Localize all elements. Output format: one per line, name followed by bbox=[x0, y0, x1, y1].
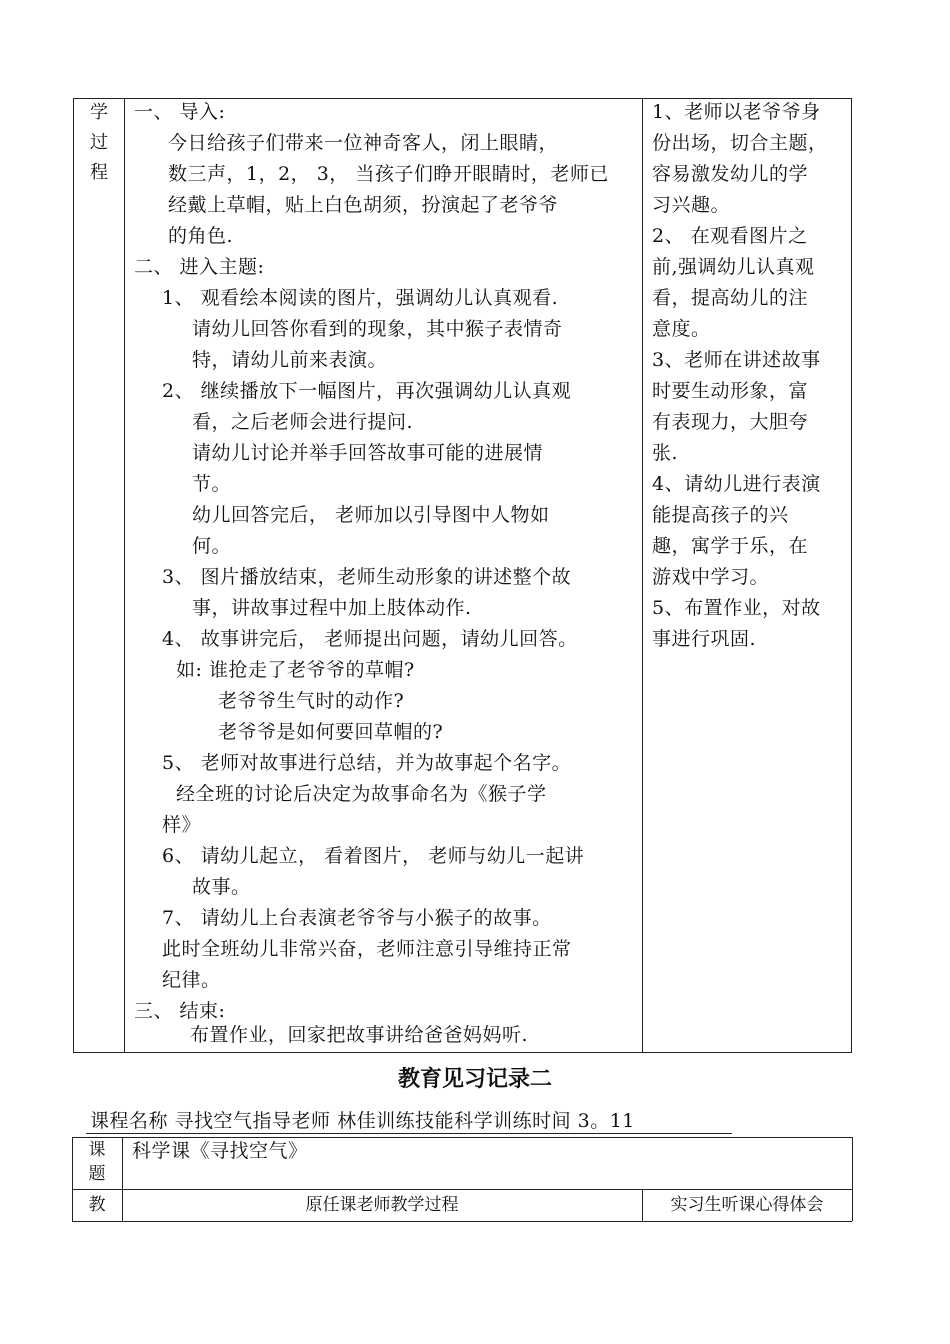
text-line: 老爷爷是如何要回草帽的? bbox=[218, 721, 444, 743]
text-line: 经戴上草帽，贴上白色胡须，扮演起了老爷爷 bbox=[168, 194, 559, 216]
lesson-topic: 科学课《寻找空气》 bbox=[132, 1140, 308, 1162]
list-item: 5、 老师对故事进行总结，并为故事起个名字。 bbox=[162, 752, 572, 774]
process-label-char: 学 bbox=[90, 102, 108, 123]
list-item: 4、 故事讲完后， 老师提出问题，请幼儿回答。 bbox=[162, 628, 578, 650]
text-line: 此时全班幼儿非常兴奋，老师注意引导维持正常 bbox=[162, 938, 572, 960]
table1-bottom-border bbox=[73, 1052, 852, 1053]
text-line: 如: 谁抢走了老爷爷的草帽? bbox=[176, 659, 415, 681]
section-title: 教育见习记录二 bbox=[397, 1067, 552, 1092]
course-info-line: 课程名称 寻找空气指导老师 林佳训练技能科学训练时间 3。11 bbox=[90, 1110, 635, 1132]
text-line: 事，讲故事过程中加上肢体动作. bbox=[192, 597, 472, 619]
text-line: 特，请幼儿前来表演。 bbox=[192, 349, 388, 371]
text-line: 节。 bbox=[192, 473, 232, 495]
note-line: 意度。 bbox=[652, 318, 711, 340]
table2-left-border bbox=[72, 1137, 73, 1221]
topic-label-char: 题 bbox=[88, 1164, 106, 1184]
list-item: 3、 图片播放结束，老师生动形象的讲述整个故 bbox=[162, 566, 572, 588]
note-line: 2、 在观看图片之 bbox=[652, 225, 808, 247]
list-item: 6、 请幼儿起立， 看着图片， 老师与幼儿一起讲 bbox=[162, 845, 585, 867]
text-line: 纪律。 bbox=[162, 969, 221, 991]
text-line: 数三声，1，2， 3， 当孩子们睁开眼睛时，老师已 bbox=[168, 163, 609, 185]
list-item: 1、 观看绘本阅读的图片，强调幼儿认真观看. bbox=[162, 287, 559, 309]
teach-label: 教 bbox=[88, 1195, 106, 1215]
note-line: 趣，寓学于乐，在 bbox=[652, 535, 809, 557]
text-line: 请幼儿回答你看到的现象，其中猴子表情奇 bbox=[192, 318, 563, 340]
note-line: 游戏中学习。 bbox=[652, 566, 770, 588]
course-info-underline bbox=[86, 1133, 732, 1134]
note-line: 能提高孩子的兴 bbox=[652, 504, 789, 526]
text-line: 幼儿回答完后， 老师加以引导图中人物如 bbox=[192, 504, 550, 526]
section-heading: 二、 进入主题: bbox=[134, 256, 265, 278]
note-line: 张. bbox=[652, 442, 679, 464]
note-line: 前,强调幼儿认真观 bbox=[652, 256, 815, 278]
process-label-char: 程 bbox=[90, 162, 108, 183]
text-line: 老爷爷生气时的动作? bbox=[218, 690, 405, 712]
table1-divider-2 bbox=[642, 98, 643, 1052]
note-line: 习兴趣。 bbox=[652, 194, 731, 216]
column-header-teaching-process: 原任课老师教学过程 bbox=[305, 1195, 459, 1215]
note-line: 5、布置作业，对故 bbox=[652, 597, 821, 619]
text-line: 布置作业，回家把故事讲给爸爸妈妈听. bbox=[190, 1024, 529, 1046]
table1-divider-1 bbox=[124, 98, 125, 1052]
note-line: 看，提高幼儿的注 bbox=[652, 287, 809, 309]
note-line: 1、老师以老爷爷身 bbox=[652, 101, 821, 123]
note-line: 容易激发幼儿的学 bbox=[652, 163, 809, 185]
process-label-char: 过 bbox=[90, 132, 108, 153]
list-item: 2、 继续播放下一幅图片，再次强调幼儿认真观 bbox=[162, 380, 572, 402]
section-heading: 三、 结束: bbox=[134, 1000, 226, 1022]
text-line: 请幼儿讨论并举手回答故事可能的进展情 bbox=[192, 442, 544, 464]
table2-right-border bbox=[852, 1137, 853, 1221]
note-line: 4、请幼儿进行表演 bbox=[652, 473, 821, 495]
list-item: 7、 请幼儿上台表演老爷爷与小猴子的故事。 bbox=[162, 907, 552, 929]
text-line: 看，之后老师会进行提问. bbox=[192, 411, 414, 433]
note-line: 份出场，切合主题， bbox=[652, 132, 828, 154]
text-line: 样》 bbox=[162, 814, 202, 836]
note-line: 3、老师在讲述故事 bbox=[652, 349, 821, 371]
note-line: 时要生动形象，富 bbox=[652, 380, 809, 402]
table1-right-border bbox=[851, 98, 852, 1052]
table2-row-divider bbox=[72, 1189, 852, 1190]
table2-bottom-border bbox=[72, 1221, 852, 1222]
text-line: 的角色. bbox=[168, 225, 234, 247]
section-heading: 一、 导入: bbox=[134, 101, 226, 123]
note-line: 有表现力，大胆夸 bbox=[652, 411, 809, 433]
text-line: 经全班的讨论后决定为故事命名为《猴子学 bbox=[176, 783, 547, 805]
topic-label-char: 课 bbox=[88, 1140, 106, 1160]
note-line: 事进行巩固. bbox=[652, 628, 757, 650]
text-line: 故事。 bbox=[192, 876, 251, 898]
table1-left-border bbox=[73, 98, 74, 1052]
text-line: 今日给孩子们带来一位神奇客人，闭上眼睛， bbox=[168, 132, 559, 154]
text-line: 何。 bbox=[192, 535, 232, 557]
column-header-intern-notes: 实习生听课心得体会 bbox=[670, 1195, 824, 1215]
